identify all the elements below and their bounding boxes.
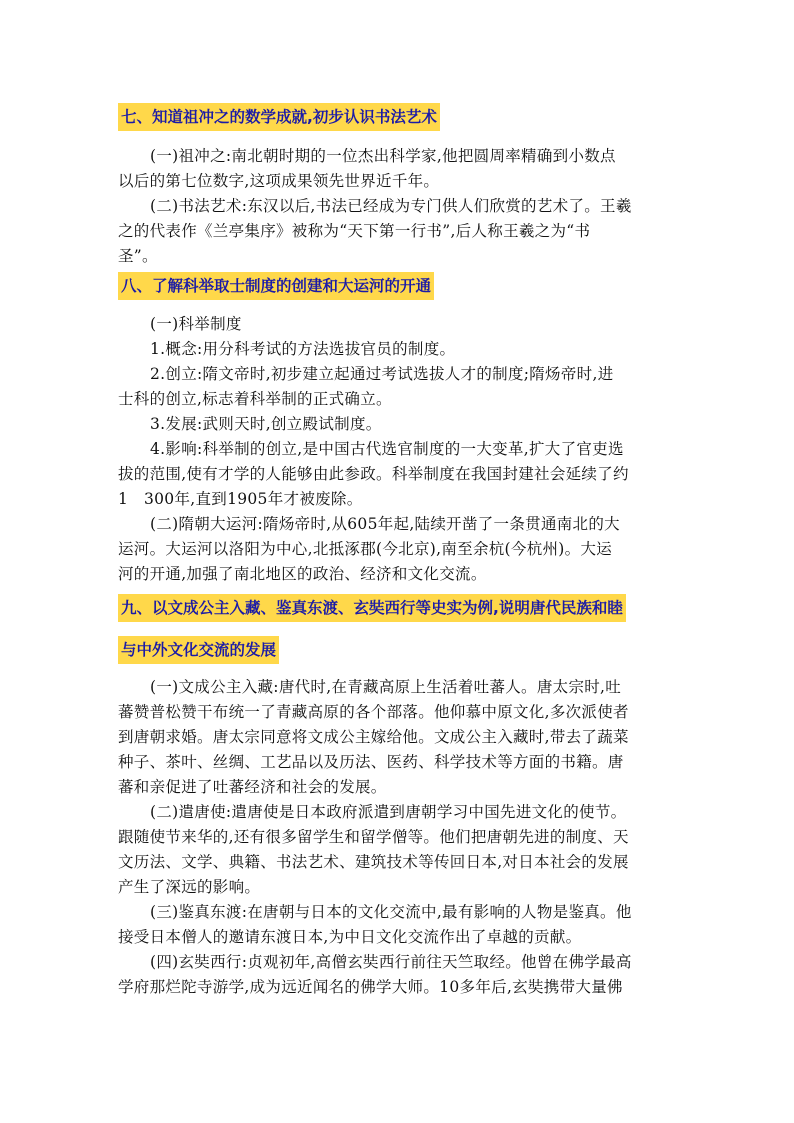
- paragraph-line: 4.影响:科举制的创立,是中国古代选官制度的一大变革,扩大了官吏选: [150, 440, 624, 458]
- section-8-heading: 八、了解科举取士制度的创建和大运河的开通: [118, 272, 434, 300]
- paragraph-line: (一)科举制度: [150, 315, 242, 333]
- paragraph-line: 河的开通,加强了南北地区的政治、经济和文化交流。: [118, 565, 487, 583]
- paragraph-line: 1.概念:用分科考试的方法选拔官员的制度。: [150, 340, 456, 358]
- paragraph-line: (四)玄奘西行:贞观初年,高僧玄奘西行前往天竺取经。他曾在佛学最高: [150, 953, 632, 971]
- paragraph-line: 之的代表作《兰亭集序》被称为“天下第一行书”,后人称王羲之为“书: [118, 222, 591, 240]
- paragraph-line: (二)书法艺术:东汉以后,书法已经成为专门供人们欣赏的艺术了。王羲: [150, 197, 632, 215]
- paragraph-line: 3.发展:武则天时,创立殿试制度。: [150, 415, 382, 433]
- paragraph-line: (一)文成公主入藏:唐代时,在青藏高原上生活着吐蕃人。唐太宗时,吐: [150, 678, 622, 696]
- paragraph-line: 圣”。: [118, 247, 158, 265]
- paragraph-line: 接受日本僧人的邀请东渡日本,为中日文化交流作出了卓越的贡献。: [118, 928, 582, 946]
- paragraph-line: (二)隋朝大运河:隋炀帝时,从605年起,陆续开凿了一条贯通南北的大: [150, 515, 620, 533]
- paragraph-line: 蕃和亲促进了吐蕃经济和社会的发展。: [118, 778, 387, 796]
- section-9-heading-continued: 与中外文化交流的发展: [118, 636, 279, 664]
- paragraph-line: 文历法、文学、典籍、书法艺术、建筑技术等传回日本,对日本社会的发展: [118, 853, 629, 871]
- paragraph-line: 拔的范围,使有才学的人能够由此参政。科举制度在我国封建社会延续了约: [118, 465, 629, 483]
- paragraph-line: 学府那烂陀寺游学,成为远近闻名的佛学大师。10多年后,玄奘携带大量佛: [118, 978, 623, 996]
- section-9-heading: 九、以文成公主入藏、鉴真东渡、玄奘西行等史实为例,说明唐代民族和睦: [118, 594, 626, 622]
- paragraph-line: (二)遣唐使:遣唐使是日本政府派遣到唐朝学习中国先进文化的使节。: [150, 803, 627, 821]
- paragraph-line: 2.创立:隋文帝时,初步建立起通过考试选拔人才的制度;隋炀帝时,进: [150, 365, 614, 383]
- paragraph-line: 士科的创立,标志着科举制的正式确立。: [118, 390, 392, 408]
- paragraph-line: (一)祖冲之:南北朝时期的一位杰出科学家,他把圆周率精确到小数点: [150, 147, 616, 165]
- paragraph-line: 蕃赞普松赞干布统一了青藏高原的各个部落。他仰慕中原文化,多次派使者: [118, 703, 629, 721]
- paragraph-line: 产生了深远的影响。: [118, 878, 261, 896]
- paragraph-line: 运河。大运河以洛阳为中心,北抵涿郡(今北京),南至余杭(今杭州)。大运: [118, 540, 613, 558]
- paragraph-line: 种子、茶叶、丝绸、工艺品以及历法、医药、科学技术等方面的书籍。唐: [118, 753, 624, 771]
- paragraph-line: 跟随使节来华的,还有很多留学生和留学僧等。他们把唐朝先进的制度、天: [118, 828, 629, 846]
- paragraph-line: (三)鉴真东渡:在唐朝与日本的文化交流中,最有影响的人物是鉴真。他: [150, 903, 632, 921]
- paragraph-line: 到唐朝求婚。唐太宗同意将文成公主嫁给他。文成公主入藏时,带去了蔬菜: [118, 728, 629, 746]
- section-7-heading: 七、知道祖冲之的数学成就,初步认识书法艺术: [118, 103, 440, 131]
- paragraph-line: 以后的第七位数字,这项成果领先世界近千年。: [118, 172, 440, 190]
- paragraph-line: 1 300年,直到1905年才被废除。: [118, 490, 363, 508]
